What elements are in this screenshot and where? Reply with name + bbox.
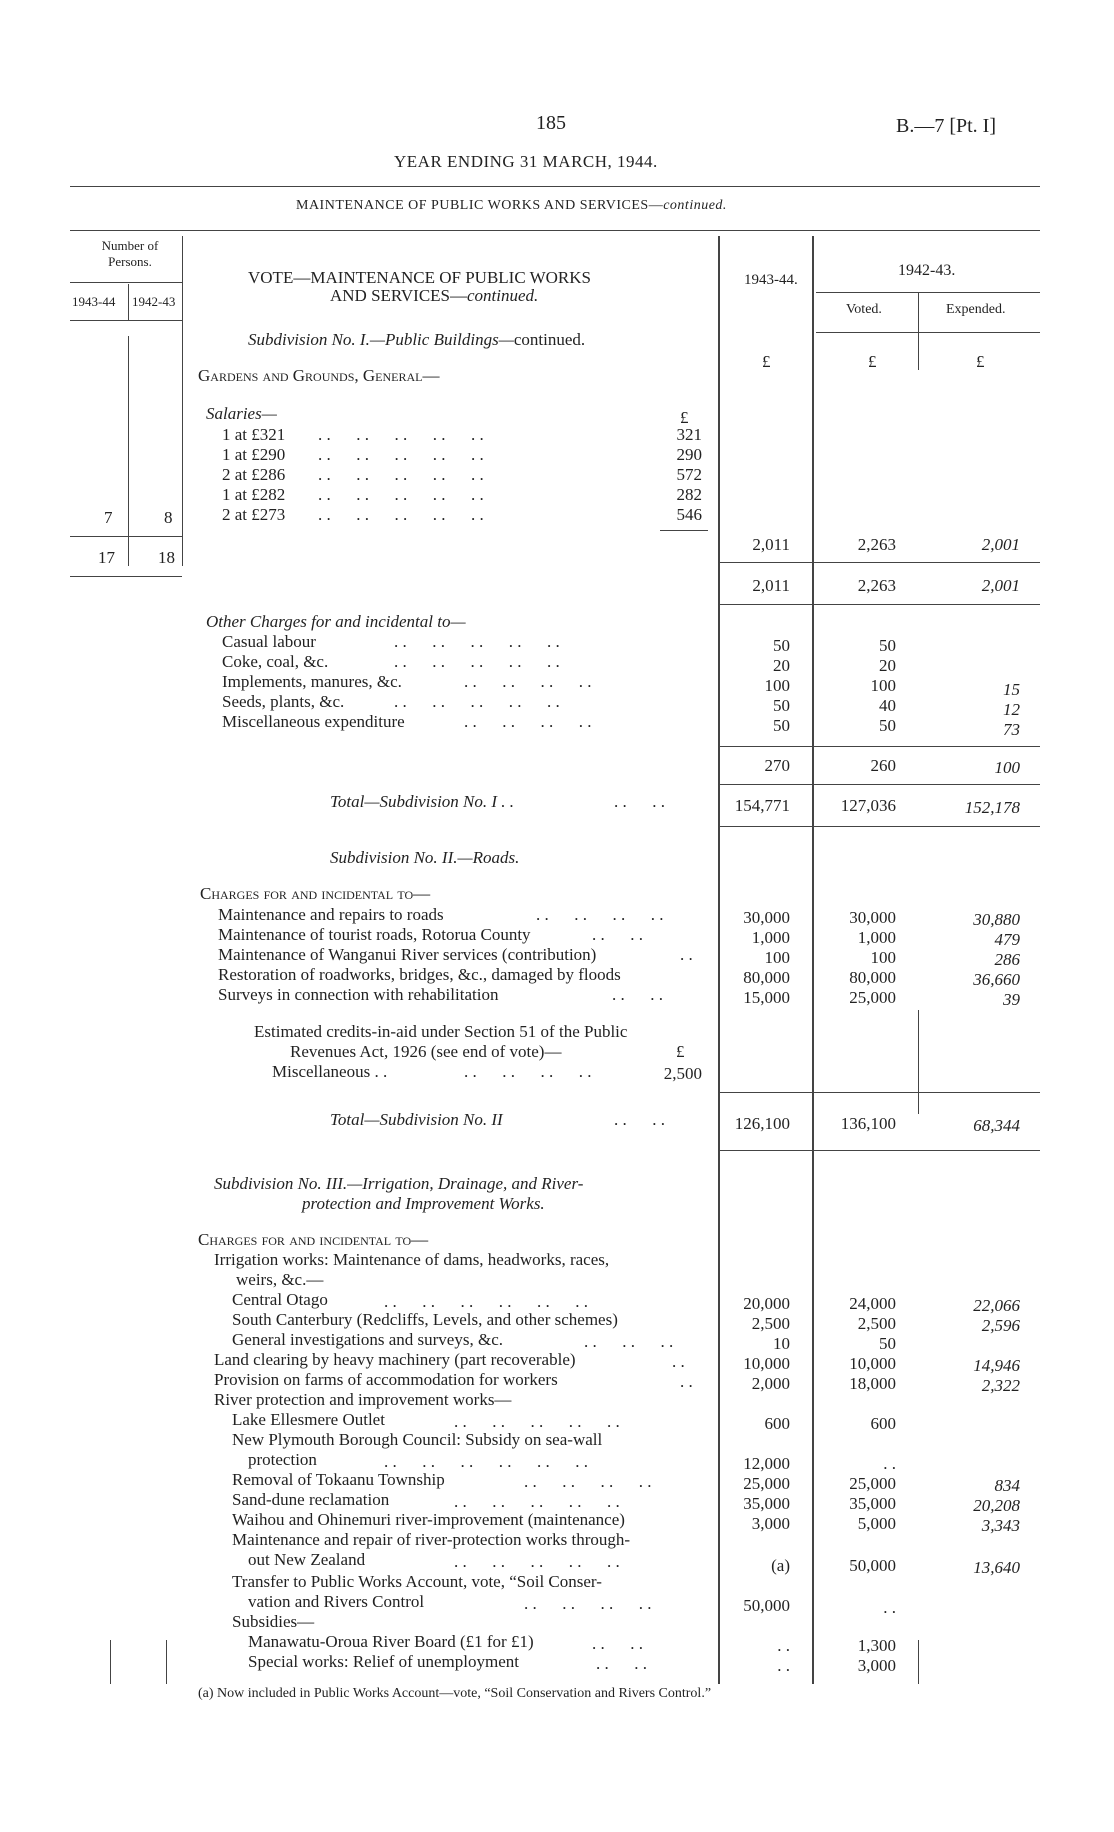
- river-item-voted: 25,000: [849, 1474, 896, 1493]
- river-item-label: Sand-dune reclamation: [232, 1490, 390, 1509]
- road-item-voted: 1,000: [857, 928, 896, 947]
- river-item-est: 25,000: [743, 1474, 790, 1493]
- other-charge-est: 20: [773, 656, 790, 675]
- other-charge-expended: 73: [1003, 720, 1020, 739]
- road-item-expended: 30,880: [973, 910, 1020, 929]
- persons-header-rule: [70, 282, 182, 283]
- irrigation-item-expended: 14,946: [973, 1356, 1020, 1375]
- sub1-est-total: 154,771: [734, 796, 790, 815]
- new-plymouth-line-1: New Plymouth Borough Council: Subsidy on sea-wall: [232, 1430, 603, 1449]
- other-sum-rule: [718, 746, 1040, 747]
- road-item-est: 15,000: [743, 988, 790, 1007]
- vote-title-text: AND SERVICES—: [330, 286, 468, 305]
- salary-leader: . . . . . . . . . .: [318, 465, 484, 484]
- road-item-expended: 286: [994, 950, 1020, 969]
- subsidy-leader: . . . .: [596, 1654, 647, 1673]
- sub1-expended-total: 152,178: [964, 798, 1020, 817]
- road-item-est: 30,000: [743, 908, 790, 927]
- persons-header: Number of Persons.: [101, 238, 159, 269]
- lake-ellesmere-est: 600: [764, 1414, 790, 1433]
- subsidy-est: . .: [777, 1656, 790, 1675]
- irrigation-item-expended: 22,066: [973, 1296, 1020, 1315]
- road-item-label: Surveys in connection with rehabilitation: [218, 985, 499, 1004]
- road-item-est: 80,000: [743, 968, 790, 987]
- irrigation-heading-line-2: weirs, &c.—: [236, 1270, 324, 1289]
- river-item-voted: 5,000: [857, 1514, 896, 1533]
- gardens-expended-total: 2,001: [981, 576, 1020, 595]
- salary-label: 2 at £286: [222, 465, 286, 484]
- other-est-total: 270: [764, 756, 790, 775]
- irrigation-item-est: 10: [773, 1334, 790, 1353]
- subsidy-voted: 1,300: [857, 1636, 896, 1655]
- salary-amount: 546: [676, 505, 702, 524]
- other-expended-total: 100: [994, 758, 1020, 777]
- irrigation-item-expended: 2,322: [981, 1376, 1020, 1395]
- maintenance-leader: . . . . . . . . . .: [454, 1552, 620, 1571]
- road-item-leader: . . . . . . . .: [536, 905, 664, 924]
- sub3-title-line-2: protection and Improvement Works.: [302, 1194, 545, 1213]
- other-charge-est: 100: [764, 676, 790, 695]
- credits-line-1: Estimated credits-in-aid under Section 51 of the Public: [254, 1022, 628, 1041]
- subsidy-leader: . . . .: [592, 1634, 643, 1653]
- transfer-line-2: vation and Rivers Control: [248, 1592, 425, 1611]
- irrigation-item-label: Provision on farms of accommodation for workers: [214, 1370, 558, 1389]
- river-item-label: Removal of Tokaanu Township: [232, 1470, 445, 1489]
- lake-ellesmere-label: Lake Ellesmere Outlet: [232, 1410, 385, 1429]
- sub2-title: Subdivision No. II.—Roads.: [330, 848, 520, 867]
- salaries-pound-sign: £: [680, 408, 689, 427]
- header-rule: [70, 186, 1040, 187]
- est-1943-header: 1943-44.: [744, 272, 798, 288]
- other-charge-label: Miscellaneous expenditure: [222, 712, 405, 731]
- sub3-title-line-1: Subdivision No. III.—Irrigation, Drainage, and River-: [214, 1174, 584, 1193]
- lake-ellesmere-voted: 600: [870, 1414, 896, 1433]
- salaries-expended-total: 2,001: [981, 535, 1020, 554]
- persons-divider: [128, 284, 129, 320]
- road-item-leader: . . . .: [592, 925, 643, 944]
- irrigation-item-label: General investigations and surveys, &c.: [232, 1330, 503, 1349]
- voted-header: Voted.: [846, 302, 882, 317]
- salary-amount: 290: [676, 445, 702, 464]
- irrigation-heading-line-1: Irrigation works: Maintenance of dams, headworks, races,: [214, 1250, 610, 1269]
- voted-right-border-mid: [918, 1010, 919, 1114]
- sub2-voted-total: 136,100: [840, 1114, 896, 1133]
- road-item-leader: . .: [680, 945, 693, 964]
- irrigation-item-leader: . .: [672, 1352, 685, 1371]
- sub2-expended-total: 68,344: [973, 1116, 1020, 1135]
- other-charge-leader: . . . . . . . . . .: [394, 692, 560, 711]
- sub1-title-cont: continued.: [513, 330, 586, 349]
- other-charge-voted: 50: [879, 716, 896, 735]
- column-header-rule: [816, 332, 1040, 333]
- footnote: (a) Now included in Public Works Account—vote, “Soil Conservation and Rivers Control.”: [198, 1686, 712, 1701]
- irrigation-item-leader: . . . . . .: [584, 1332, 674, 1351]
- subsidy-voted: 3,000: [857, 1656, 896, 1675]
- other-charge-leader: . . . . . . . .: [464, 712, 592, 731]
- irrigation-item-est: 2,000: [751, 1374, 790, 1393]
- other-charge-voted: 100: [870, 676, 896, 695]
- sub2-est-total: 126,100: [734, 1114, 790, 1133]
- persons-divider-lower: [128, 336, 129, 566]
- road-item-leader: . . . .: [612, 985, 663, 1004]
- salaries-label: Salaries—: [206, 404, 277, 423]
- credits-line-2: Revenues Act, 1926 (see end of vote)—: [290, 1042, 562, 1061]
- other-charge-label: Implements, manures, &c.: [222, 672, 402, 691]
- road-item-label: Maintenance of Wanganui River services (contribution): [218, 945, 597, 964]
- persons-1943-header: 1943-44: [72, 294, 116, 309]
- road-item-voted: 80,000: [849, 968, 896, 987]
- other-charge-voted: 20: [879, 656, 896, 675]
- other-charge-leader: . . . . . . . . . .: [394, 652, 560, 671]
- maintenance-voted: 50,000: [849, 1556, 896, 1575]
- salary-amount: 321: [676, 425, 702, 444]
- salary-amount: 282: [676, 485, 702, 504]
- road-item-est: 1,000: [751, 928, 790, 947]
- salary-leader: . . . . . . . . . .: [318, 445, 484, 464]
- year-1942-header: 1942-43.: [898, 262, 956, 279]
- irrigation-item-label: South Canterbury (Redcliffs, Levels, and other schemes): [232, 1310, 618, 1329]
- credits-misc-label: Miscellaneous . .: [272, 1062, 388, 1081]
- sub2-total-label: Total—Subdivision No. II: [330, 1110, 503, 1129]
- vote-title-line-2: [330, 286, 538, 306]
- gardens-heading: Gardens and Grounds, General—: [198, 366, 440, 385]
- persons-1942-value: 8: [164, 508, 173, 527]
- credits-leader: . . . . . . . .: [464, 1062, 592, 1081]
- sub2-charges-heading: Charges for and incidental to—: [200, 884, 431, 903]
- river-item-est: 3,000: [751, 1514, 790, 1533]
- salary-leader: . . . . . . . . . .: [318, 485, 484, 504]
- road-item-voted: 100: [870, 948, 896, 967]
- other-charge-est: 50: [773, 716, 790, 735]
- salaries-sum-rule: [660, 530, 708, 531]
- gardens-est-total: 2,011: [752, 576, 790, 595]
- irrigation-item-label: Land clearing by heavy machinery (part recoverable): [214, 1350, 576, 1369]
- new-plymouth-leader: . . . . . . . . . . . .: [384, 1452, 588, 1471]
- maintenance-expended: 13,640: [973, 1558, 1020, 1577]
- other-charge-voted: 40: [879, 696, 896, 715]
- subsidy-est: . .: [777, 1636, 790, 1655]
- river-item-expended: 20,208: [973, 1496, 1020, 1515]
- section-title-text: MAINTENANCE OF PUBLIC WORKS AND SERVICES—: [296, 198, 664, 213]
- other-charge-label: Seeds, plants, &c.: [222, 692, 345, 711]
- road-item-expended: 39: [1003, 990, 1020, 1009]
- river-item-est: 35,000: [743, 1494, 790, 1513]
- credits-pound-sign: £: [676, 1042, 685, 1061]
- other-charge-est: 50: [773, 696, 790, 715]
- salaries-est-total: 2,011: [752, 535, 790, 554]
- new-plymouth-voted: . .: [883, 1454, 896, 1473]
- salary-amount: 572: [676, 465, 702, 484]
- sub1-title-text: Subdivision No. I.—Public Buildings—: [248, 330, 514, 349]
- transfer-est: 50,000: [743, 1596, 790, 1615]
- persons-1943-total: 17: [98, 548, 115, 567]
- other-bottom-rule: [718, 784, 1040, 785]
- other-charge-label: Casual labour: [222, 632, 316, 651]
- other-charge-expended: 15: [1003, 680, 1020, 699]
- section-title-cont: continued.: [663, 198, 727, 213]
- persons-mid-lower: [166, 1640, 167, 1684]
- section-rule: [70, 230, 1040, 231]
- irrigation-item-voted: 50: [879, 1334, 896, 1353]
- vote-title-line-1: VOTE—MAINTENANCE OF PUBLIC WORKS: [248, 268, 591, 287]
- new-plymouth-est: 12,000: [743, 1454, 790, 1473]
- sub1-total-leader: . . . .: [614, 792, 665, 811]
- sub3-charges-heading: Charges for and incidental to—: [198, 1230, 429, 1249]
- sub2-total-bottom-rule: [718, 1150, 1040, 1151]
- gardens-bottom-rule: [718, 604, 1040, 605]
- other-charge-leader: . . . . . . . .: [464, 672, 592, 691]
- voted-right-border-low: [918, 1640, 919, 1684]
- persons-1942-total: 18: [158, 548, 175, 567]
- road-item-expended: 36,660: [973, 970, 1020, 989]
- salary-label: 1 at £290: [222, 445, 286, 464]
- sub1-title: [248, 330, 585, 350]
- persons-1942-header: 1942-43: [132, 294, 176, 309]
- lake-ellesmere-leader: . . . . . . . . . .: [454, 1412, 620, 1431]
- year-1942-rule: [816, 292, 1040, 293]
- persons-right-border: [182, 236, 183, 566]
- persons-1943-value: 7: [104, 508, 113, 527]
- transfer-voted: . .: [883, 1598, 896, 1617]
- road-item-voted: 30,000: [849, 908, 896, 927]
- voted-pound-sign: £: [868, 352, 877, 371]
- est-pound-sign: £: [762, 352, 771, 371]
- sub1-total-bottom-rule: [718, 826, 1040, 827]
- subsidies-heading: Subsidies—: [232, 1612, 315, 1631]
- irrigation-item-est: 10,000: [743, 1354, 790, 1373]
- voted-right-border: [918, 292, 919, 370]
- road-item-expended: 479: [994, 930, 1020, 949]
- subsidy-label: Manawatu-Oroua River Board (£1 for £1): [248, 1632, 534, 1651]
- subsidy-label: Special works: Relief of unemployment: [248, 1652, 519, 1671]
- expended-header: Expended.: [946, 302, 1006, 317]
- salary-label: 1 at £321: [222, 425, 286, 444]
- other-charge-label: Coke, coal, &c.: [222, 652, 329, 671]
- other-voted-total: 260: [870, 756, 896, 775]
- river-item-expended: 3,343: [981, 1516, 1020, 1535]
- irrigation-item-expended: 2,596: [981, 1316, 1020, 1335]
- vote-title-cont: continued.: [467, 286, 539, 305]
- other-charge-est: 50: [773, 636, 790, 655]
- new-plymouth-line-2: protection: [248, 1450, 317, 1469]
- road-item-label: Maintenance of tourist roads, Rotorua County: [218, 925, 531, 944]
- persons-bottom-rule: [70, 576, 182, 577]
- maintenance-line-1: Maintenance and repair of river-protection works through-: [232, 1530, 631, 1549]
- irrigation-item-label: Central Otago: [232, 1290, 328, 1309]
- river-item-voted: 35,000: [849, 1494, 896, 1513]
- credits-amount: 2,500: [663, 1064, 702, 1083]
- river-protection-heading: River protection and improvement works—: [214, 1390, 512, 1409]
- road-item-label: Maintenance and repairs to roads: [218, 905, 444, 924]
- gardens-voted-total: 2,263: [857, 576, 896, 595]
- irrigation-item-leader: . .: [680, 1372, 693, 1391]
- year-heading: YEAR ENDING 31 MARCH, 1944.: [394, 152, 658, 171]
- persons-year-rule: [70, 320, 182, 321]
- transfer-line-1: Transfer to Public Works Account, vote, “Soil Conser-: [232, 1572, 602, 1591]
- irrigation-item-voted: 10,000: [849, 1354, 896, 1373]
- maintenance-line-2: out New Zealand: [248, 1550, 366, 1569]
- irrigation-item-voted: 18,000: [849, 1374, 896, 1393]
- sub1-total-label: Total—Subdivision No. I . .: [330, 792, 515, 811]
- maintenance-est: (a): [771, 1556, 790, 1575]
- road-item-label: Restoration of roadworks, bridges, &c., damaged by floods: [218, 965, 621, 984]
- gardens-sum-rule: [718, 562, 1040, 563]
- section-title: [296, 198, 727, 214]
- irrigation-item-est: 20,000: [743, 1294, 790, 1313]
- salary-leader: . . . . . . . . . .: [318, 425, 484, 444]
- sub1-voted-total: 127,036: [840, 796, 896, 815]
- other-charge-voted: 50: [879, 636, 896, 655]
- road-item-est: 100: [764, 948, 790, 967]
- salaries-voted-total: 2,263: [857, 535, 896, 554]
- river-item-expended: 834: [994, 1476, 1020, 1495]
- other-charge-leader: . . . . . . . . . .: [394, 632, 560, 651]
- expended-pound-sign: £: [976, 352, 985, 371]
- salary-label: 1 at £282: [222, 485, 286, 504]
- page-number: 185: [536, 112, 566, 134]
- transfer-leader: . . . . . . . .: [524, 1594, 652, 1613]
- document-reference: B.—7 [Pt. I]: [896, 115, 996, 137]
- other-charges-label: Other Charges for and incidental to—: [206, 612, 466, 631]
- irrigation-item-voted: 2,500: [857, 1314, 896, 1333]
- other-charge-expended: 12: [1003, 700, 1020, 719]
- persons-sum-rule: [70, 536, 182, 537]
- river-item-label: Waihou and Ohinemuri river-improvement (maintenance): [232, 1510, 625, 1529]
- river-item-leader: . . . . . . . . . .: [454, 1492, 620, 1511]
- sub2-total-leader: . . . .: [614, 1110, 665, 1129]
- salary-label: 2 at £273: [222, 505, 286, 524]
- irrigation-item-voted: 24,000: [849, 1294, 896, 1313]
- irrigation-item-est: 2,500: [751, 1314, 790, 1333]
- irrigation-item-leader: . . . . . . . . . . . .: [384, 1292, 588, 1311]
- road-item-voted: 25,000: [849, 988, 896, 1007]
- persons-left-lower: [110, 1640, 111, 1684]
- sub2-sum-rule: [718, 1092, 1040, 1093]
- salary-leader: . . . . . . . . . .: [318, 505, 484, 524]
- river-item-leader: . . . . . . . .: [524, 1472, 652, 1491]
